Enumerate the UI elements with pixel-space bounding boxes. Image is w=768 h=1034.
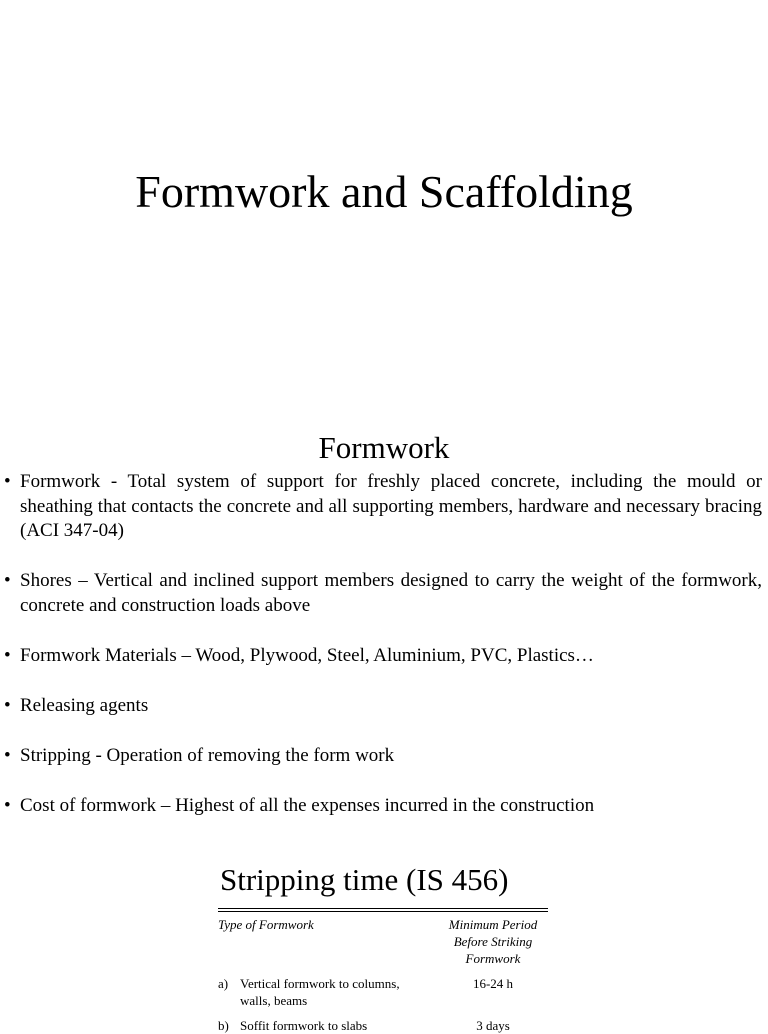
table-row <box>218 1017 548 1034</box>
bullet-stripping <box>4 744 762 769</box>
bullet-shores <box>4 569 762 618</box>
row-period: 16-24 h <box>472 976 514 991</box>
bullet-cost <box>4 794 762 819</box>
header-minimum-period: Minimum Period Before Striking Formwork <box>448 917 538 966</box>
bullet-dot: • <box>4 794 11 816</box>
title-slide <box>0 0 768 384</box>
table-top-rule <box>218 908 548 912</box>
row-item: Vertical formwork to columns, walls, beams <box>240 976 400 1008</box>
bullet-text: Formwork - Total system of support for freshly placed concrete, including the mould or sheathing that contacts the concrete and all supporting members, hardware and necessary bracing (ACI 347-04) <box>20 471 762 541</box>
row-label: b) <box>218 1018 229 1033</box>
bullet-materials <box>4 644 762 669</box>
row-label: a) <box>218 976 229 991</box>
bullet-text: Stripping - Operation of removing the form work <box>20 744 395 766</box>
bullet-dot: • <box>4 570 11 591</box>
bullet-text: Formwork Materials – Wood, Plywood, Steel, Aluminium, PVC, Plastics… <box>20 644 594 666</box>
row-item: Soffit formwork to slabs <box>240 1018 368 1033</box>
bullet-list <box>4 470 762 844</box>
stripping-time-slide <box>0 834 768 1033</box>
formwork-heading: Formwork <box>318 430 450 465</box>
row-period: 3 days <box>476 1018 510 1033</box>
bullet-dot: • <box>4 644 11 666</box>
main-title: Formwork and Scaffolding <box>135 166 633 217</box>
bullet-dot: • <box>4 744 11 766</box>
bullet-dot: • <box>4 694 11 716</box>
bullet-text: Cost of formwork – Highest of all the expenses incurred in the construction <box>20 794 595 816</box>
table-row <box>218 975 548 1009</box>
bullet-text: Shores – Vertical and inclined support members designed to carry the weight of the formwork, concrete and construction loads above <box>20 570 762 616</box>
bullet-text: Releasing agents <box>20 694 149 716</box>
bullet-dot: • <box>4 471 11 492</box>
stripping-time-table <box>218 908 548 1034</box>
bullet-releasing-agents <box>4 694 762 719</box>
header-type-of-formwork: Type of Formwork <box>218 917 314 932</box>
formwork-slide <box>0 384 768 834</box>
bullet-formwork-definition <box>4 470 762 544</box>
stripping-time-heading: Stripping time (IS 456) <box>220 862 509 897</box>
table-header <box>218 916 548 967</box>
